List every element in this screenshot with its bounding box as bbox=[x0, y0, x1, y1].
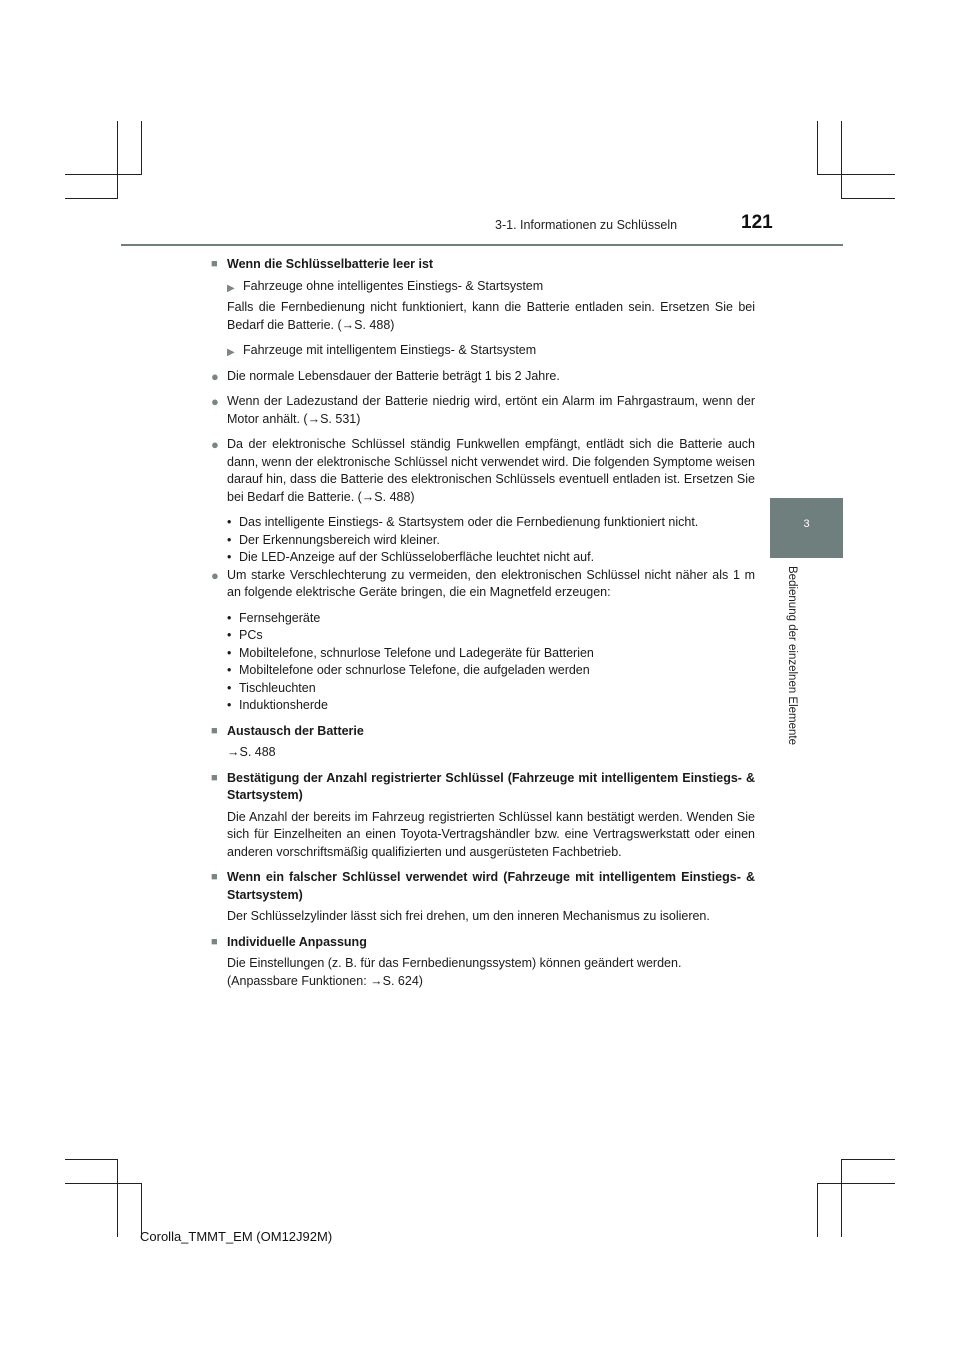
dash-item: • Mobiltelefone oder schnurlose Telefone, die aufgeladen werden bbox=[227, 663, 590, 677]
crop-mark bbox=[117, 1159, 118, 1237]
dash-item: • Fernsehgeräte bbox=[227, 610, 321, 625]
crop-mark bbox=[817, 121, 818, 175]
crop-mark bbox=[141, 121, 142, 175]
footer-document-id: Corolla_TMMT_EM (OM12J92M) bbox=[140, 1229, 333, 1244]
paragraph: Die Anzahl der bereits im Fahrzeug registrierten Schlüssel kann bestätigt werden. Wenden Sie sich für Einzelheiten an einen Toyota-Vertragshändler bzw. eine Vertragswerkstatt oder einen anderen vorschriftsmäßig qualifizierten und ausgerüsteten Fachbetrieb. bbox=[227, 809, 755, 859]
crop-mark bbox=[841, 198, 895, 199]
crop-mark bbox=[841, 1159, 895, 1160]
page-reference: →S. 488 bbox=[227, 745, 276, 759]
section-heading: ■ Bestätigung der Anzahl registrierter Schlüssel (Fahrzeuge mit intelligentem Einstiegs- & Startsystem) bbox=[211, 770, 755, 802]
crop-mark bbox=[817, 174, 895, 175]
square-bullet-icon: ■ bbox=[211, 871, 218, 883]
square-bullet-icon: ■ bbox=[211, 935, 218, 948]
dash-item: • Das intelligente Einstiegs- & Startsystem oder die Fernbedienung funktioniert nicht. bbox=[227, 515, 699, 529]
circle-bullet-icon: ● bbox=[211, 437, 219, 452]
crop-mark bbox=[117, 121, 118, 199]
header-rule bbox=[121, 244, 843, 246]
paragraph: Die Einstellungen (z. B. für das Fernbedienungssystem) können geändert werden. bbox=[227, 956, 682, 970]
crop-mark bbox=[817, 1183, 818, 1237]
crop-mark bbox=[65, 1183, 142, 1184]
page-number: 121 bbox=[741, 212, 773, 233]
crop-mark bbox=[841, 121, 842, 199]
crop-mark bbox=[65, 1159, 118, 1160]
sub-heading: ▶ Fahrzeuge ohne intelligentes Einstiegs- & Startsystem bbox=[211, 278, 755, 296]
dash-item: • Mobiltelefone, schnurlose Telefone und Ladegeräte für Batterien bbox=[227, 645, 594, 660]
circle-bullet-icon: ● bbox=[211, 368, 219, 384]
circle-bullet-icon: ● bbox=[211, 567, 219, 583]
section-heading: ■ Individuelle Anpassung bbox=[211, 934, 755, 952]
paragraph: Der Schlüsselzylinder lässt sich frei drehen, um den inneren Mechanismus zu isolieren. bbox=[227, 909, 710, 923]
paragraph: Falls die Fernbedienung nicht funktioniert, kann die Batterie entladen sein. Ersetzen Sie bei Bedarf die Batterie. (→S. 488) bbox=[227, 300, 755, 332]
crop-mark bbox=[65, 198, 118, 199]
chapter-label: Bedienung der einzelnen Elemente bbox=[786, 566, 798, 746]
square-bullet-icon: ■ bbox=[211, 258, 218, 270]
crop-mark bbox=[65, 174, 142, 175]
crop-mark bbox=[841, 1159, 842, 1237]
dash-item: • Tischleuchten bbox=[227, 680, 316, 695]
paragraph: (Anpassbare Funktionen: →S. 624) bbox=[227, 973, 423, 988]
chapter-tab bbox=[770, 498, 843, 558]
list-item: ● Wenn der Ladezustand der Batterie niedrig wird, ertönt ein Alarm im Fahrgastraum, wenn der Motor anhält. (→S. 531) bbox=[211, 394, 755, 426]
dash-item: • Der Erkennungsbereich wird kleiner. bbox=[227, 532, 440, 547]
list-item: ● Die normale Lebensdauer der Batterie beträgt 1 bis 2 Jahre. bbox=[211, 368, 560, 384]
dash-item: • Induktionsherde bbox=[227, 698, 328, 712]
triangle-bullet-icon: ▶ bbox=[227, 282, 235, 294]
section-heading: ■ Wenn die Schlüsselbatterie leer ist bbox=[211, 256, 755, 274]
dash-item: • PCs bbox=[227, 628, 263, 642]
section-header: 3-1. Informationen zu Schlüsseln bbox=[495, 218, 678, 232]
circle-bullet-icon: ● bbox=[211, 394, 219, 409]
dash-item: • Die LED-Anzeige auf der Schlüsseloberfläche leuchtet nicht auf. bbox=[227, 550, 595, 564]
list-item: ● Um starke Verschlechterung zu vermeiden, den elektronischen Schlüssel nicht näher als 1 m an folgende elektrische Geräte bringen, die ein Magnetfeld erzeugen: bbox=[211, 567, 755, 599]
page-content bbox=[211, 256, 755, 990]
square-bullet-icon: ■ bbox=[211, 724, 218, 737]
chapter-number: 3 bbox=[803, 518, 810, 530]
sub-heading: ▶ Fahrzeuge mit intelligentem Einstiegs- & Startsystem bbox=[211, 342, 755, 360]
section-heading: ■ Wenn ein falscher Schlüssel verwendet wird (Fahrzeuge mit intelligentem Einstiegs- & Startsystem) bbox=[211, 870, 755, 902]
section-heading: ■ Austausch der Batterie bbox=[211, 723, 755, 741]
list-item: ● Da der elektronische Schlüssel ständig Funkwellen empfängt, entlädt sich die Batterie auch dann, wenn der elektronische Schlüssel nicht verwendet wird. Die folgenden Symptome weisen darauf hin, dass die Batterie des elektronischen Schlüssels eventuell entladen ist. Ersetzen Sie bei Bedarf die Batterie. (→S. 488) bbox=[211, 437, 755, 504]
triangle-bullet-icon: ▶ bbox=[227, 347, 235, 358]
square-bullet-icon: ■ bbox=[211, 771, 218, 784]
crop-mark bbox=[817, 1183, 895, 1184]
